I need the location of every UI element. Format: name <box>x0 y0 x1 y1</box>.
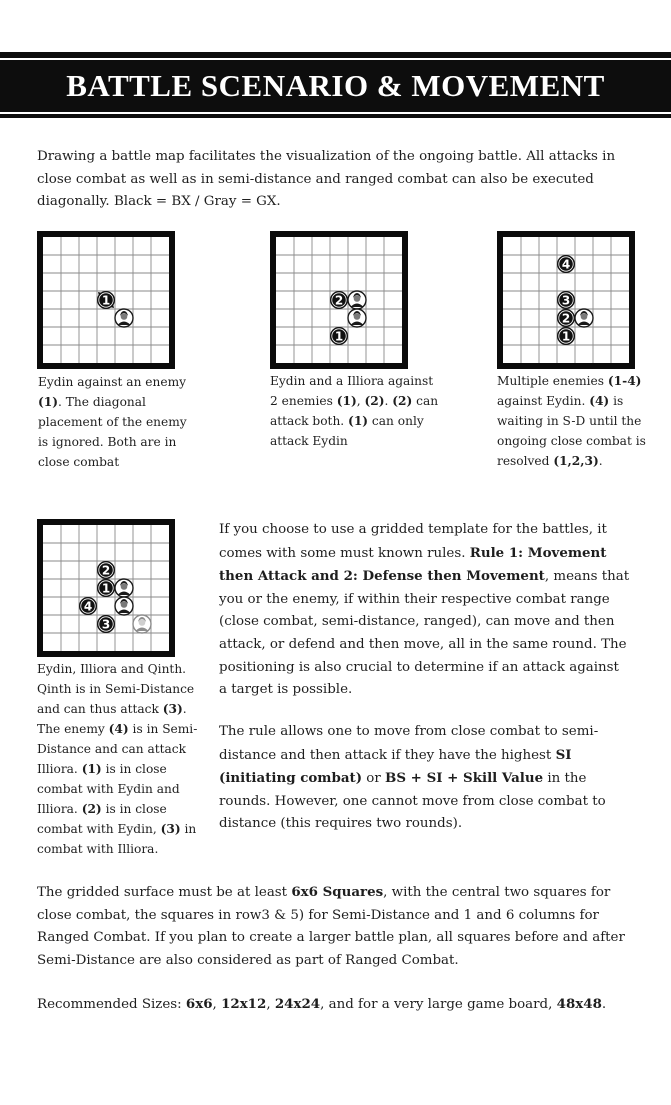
enemy-token <box>330 327 348 345</box>
enemy-token-label: 4 <box>561 257 571 272</box>
figure-4-caption: Eydin, Illiora and Qinth. Qinth is in Semi-Distance and can thus attack (3). The enemy (4) is in Semi-Distance and can attack Illiora. (1) is in close combat with Eydin and Illiora. (2) is in close combat with Eydin, (3) in combat with Illiora. <box>37 662 198 856</box>
enemy-token-label: 4 <box>83 599 93 614</box>
battle-map-2 <box>270 231 408 369</box>
hero-portrait-icon <box>115 597 133 615</box>
enemy-token <box>557 255 575 273</box>
enemy-token-label: 2 <box>101 563 111 578</box>
intro-paragraph: Drawing a battle map facilitates the visualization of the ongoing battle. All attacks in close combat as well as in semi-distance and ranged combat can also be executed diagonally. Black = BX / Gray = GX. <box>37 149 616 210</box>
hero-portrait-icon <box>348 291 366 309</box>
enemy-token-label: 1 <box>101 581 111 596</box>
hero-portrait-icon <box>575 309 593 327</box>
hero-portrait-icon <box>115 309 133 327</box>
title-banner <box>0 52 671 118</box>
battle-map-1 <box>37 231 175 369</box>
figure-3-caption: Multiple enemies (1-4) against Eydin. (4) is waiting in S-D until the ongoing close combat is resolved (1,2,3). <box>497 374 646 468</box>
sizes-paragraph: Recommended Sizes: 6x6, 12x12, 24x24, and for a very large game board, 48x48. <box>37 996 607 1012</box>
page-title: BATTLE SCENARIO & MOVEMENT <box>66 68 605 103</box>
enemy-token-label: 1 <box>334 329 344 344</box>
battle-grid <box>37 231 175 369</box>
enemy-token <box>97 561 115 579</box>
enemy-token <box>79 597 97 615</box>
enemy-token-label: 3 <box>101 617 111 632</box>
hero-portrait-icon <box>115 579 133 597</box>
figure-1-caption: Eydin against an enemy (1). The diagonal placement of the enemy is ignored. Both are in close combat <box>38 375 187 469</box>
enemy-token <box>97 291 115 309</box>
rule-detail-paragraph: The rule allows one to move from close combat to semi-distance and then attack if they have the highest SI (initiating combat) or BS + SI + Skill Value in the rounds. However, one cannot move from close combat to distance (this requires two rounds). <box>219 724 606 832</box>
enemy-token-label: 1 <box>101 293 111 308</box>
enemy-token-label: 3 <box>561 293 571 308</box>
battle-grid <box>270 231 408 369</box>
enemy-token-label: 2 <box>334 293 344 308</box>
hero-portrait-icon <box>348 309 366 327</box>
battle-grid <box>497 231 635 369</box>
enemy-token <box>557 309 575 327</box>
rules-paragraph: If you choose to use a gridded template for the battles, it comes with some must known rules. Rule 1: Movement then Attack and 2: Defense then Movement, means that you or the enemy, if within their respective combat range (close combat, semi-distance, ranged), can move and then attack, or defend and then move, all in the same round. The positioning is also crucial to determine if an attack against a target is possible. <box>219 522 630 698</box>
battle-grid <box>37 519 175 657</box>
battle-map-3 <box>497 231 635 369</box>
enemy-token <box>557 327 575 345</box>
figure-2-caption: Eydin and a Illiora against 2 enemies (1), (2). (2) can attack both. (1) can only attack Eydin <box>270 374 439 448</box>
enemy-token <box>97 579 115 597</box>
enemy-token <box>330 291 348 309</box>
battle-map-4 <box>37 519 175 657</box>
enemy-token <box>557 291 575 309</box>
enemy-token <box>97 615 115 633</box>
enemy-token-label: 2 <box>561 311 571 326</box>
gray-hero-portrait-icon <box>133 615 151 633</box>
grid-paragraph: The gridded surface must be at least 6x6 Squares, with the central two squares for close combat, the squares in row3 & 5) for Semi-Distance and 1 and 6 columns for Ranged Combat. If you plan to create a larger battle plan, all squares before and after Semi-Distance are also considered as part of Ranged Combat. <box>37 884 625 968</box>
enemy-token-label: 1 <box>561 329 571 344</box>
